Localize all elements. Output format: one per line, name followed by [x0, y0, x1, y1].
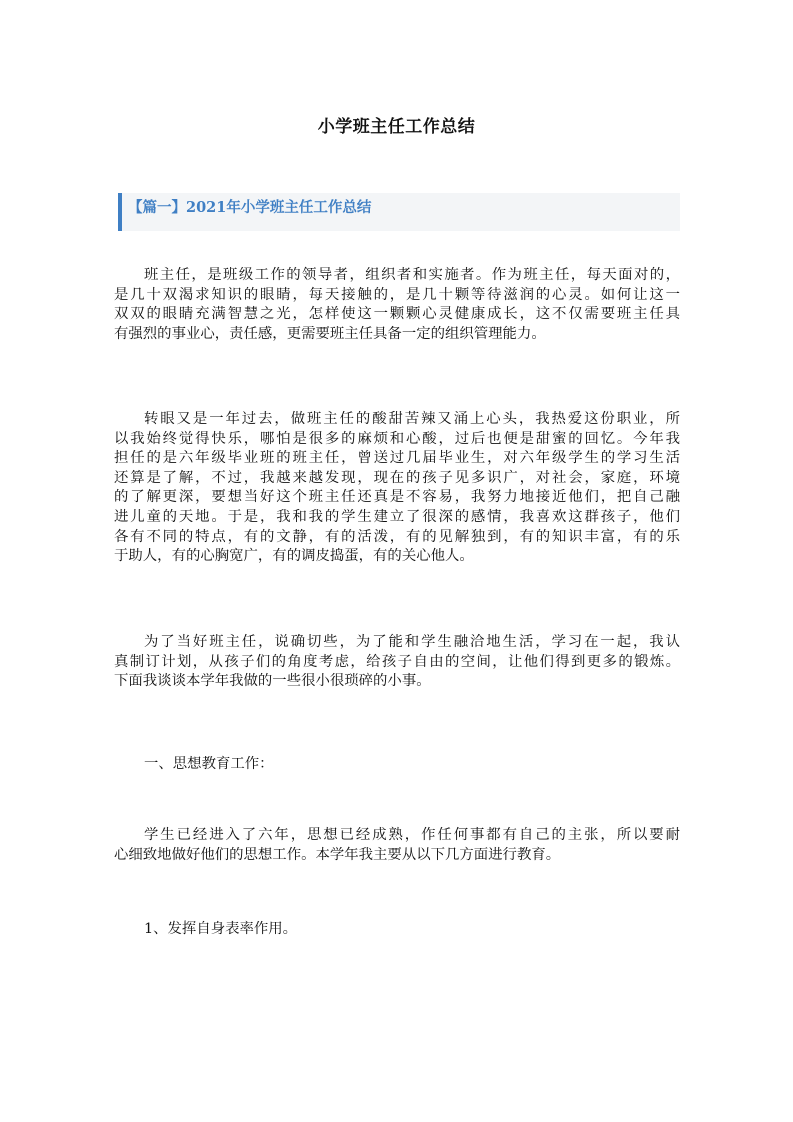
subsection-heading — [114, 755, 680, 775]
paragraph-line: 为了当好班主任，说确切些，为了能和学生融洽地生活，学习在一起，我认 — [144, 634, 680, 650]
paragraph-line: 还算是了解，不过，我越来越发现，现在的孩子见多识广，对社会，家庭，环境 — [114, 469, 680, 486]
paragraph-line: 的了解更深，要想当好这个班主任还真是不容易，我努力地接近他们，把自己融 — [114, 489, 680, 506]
paragraph-2 — [114, 410, 680, 567]
paragraph-line: 有强烈的事业心，责任感，更需要班主任具备一定的组织管理能力。 — [114, 325, 546, 342]
paragraph-line: 真制订计划，从孩子们的角度考虑，给孩子自由的空间，让他们得到更多的锻炼。 — [114, 653, 680, 670]
section-heading-text: 【篇一】2021年小学班主任工作总结 — [128, 199, 372, 216]
paragraph-line: 学生已经进入了六年，思想已经成熟，作任何事都有自己的主张，所以要耐 — [144, 827, 680, 843]
paragraph-line: 1、发挥自身表率作用。 — [144, 921, 298, 937]
paragraph-5 — [114, 826, 680, 865]
paragraph-line: 各有不同的特点，有的文静，有的活泼，有的见解独到，有的知识丰富，有的乐 — [114, 528, 680, 545]
paragraph-line: 是几十双渴求知识的眼睛，每天接触的，是几十颗等待滋润的心灵。如何让这一 — [114, 286, 680, 303]
paragraph-line: 班主任，是班级工作的领导者，组织者和实施者。作为班主任，每天面对的， — [144, 267, 680, 283]
paragraph-line: 担任的是六年级毕业班的班主任，曾送过几届毕业生，对六年级学生的学习生活 — [114, 450, 680, 467]
paragraph-line: 进儿童的天地。于是，我和我的学生建立了很深的感情，我喜欢这群孩子，他们 — [114, 508, 680, 525]
paragraph-line: 于助人，有的心胸宽广，有的调皮捣蛋，有的关心他人。 — [114, 548, 474, 565]
document-title: 小学班主任工作总结 — [317, 117, 476, 137]
paragraph-line: 下面我谈谈本学年我做的一些很小很琐碎的小事。 — [114, 673, 431, 690]
list-item-1 — [114, 920, 680, 940]
paragraph-line: 一、思想教育工作： — [144, 756, 274, 772]
section-heading-box — [118, 193, 680, 231]
paragraph-line: 转眼又是一年过去，做班主任的酸甜苦辣又涌上心头，我热爱这份职业，所 — [144, 411, 680, 427]
paragraph-line: 心细致地做好他们的思想工作。本学年我主要从以下几方面进行教育。 — [114, 846, 561, 863]
paragraph-line: 双双的眼睛充满智慧之光，怎样使这一颗颗心灵健康成长，这不仅需要班主任具 — [114, 306, 680, 323]
paragraph-3 — [114, 633, 680, 692]
paragraph-1 — [114, 266, 680, 344]
paragraph-line: 以我始终觉得快乐，哪怕是很多的麻烦和心酸，过后也便是甜蜜的回忆。今年我 — [114, 430, 680, 447]
